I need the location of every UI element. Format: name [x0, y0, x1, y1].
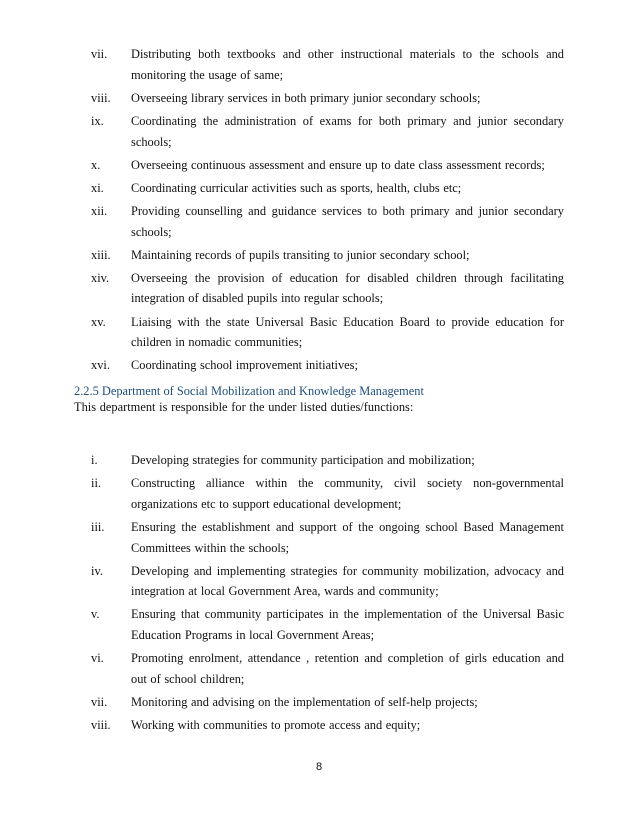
list-item	[74, 268, 564, 309]
list-item	[74, 561, 564, 602]
list-item	[74, 201, 564, 242]
list-item	[74, 450, 564, 471]
list-item	[74, 155, 564, 176]
list-item	[74, 44, 564, 85]
list-item	[74, 473, 564, 514]
section-intro: This department is responsible for the under listed duties/functions:	[74, 400, 414, 414]
item-number: ii.	[91, 476, 101, 491]
item-text: Liaising with the state Universal Basic Education Board to provide education for children in nomadic communities;	[131, 314, 564, 350]
page-number: 8	[315, 761, 323, 773]
item-text: Ensuring that community participates in the implementation of the Universal Basic Education Programs in local Government Areas;	[131, 607, 564, 643]
item-text: Overseeing library services in both primary junior secondary schools;	[131, 90, 481, 105]
item-number: x.	[91, 157, 101, 172]
section-heading: 2.2.5 Department of Social Mobilization and Knowledge Management	[74, 384, 424, 398]
list-item	[74, 312, 564, 353]
list-item	[74, 111, 564, 152]
item-text: Ensuring the establishment and support of the ongoing school Based Management Committees within the schools;	[131, 519, 564, 555]
item-text: Coordinating the administration of exams for both primary and junior secondary schools;	[131, 113, 564, 149]
item-number: ix.	[91, 113, 104, 128]
item-text: Coordinating curricular activities such as sports, health, clubs etc;	[131, 180, 462, 195]
functions-list	[74, 450, 564, 738]
list-item	[74, 648, 564, 689]
list-item	[74, 355, 564, 376]
item-number: xiii.	[91, 247, 111, 262]
item-number: iv.	[91, 563, 103, 578]
list-item	[74, 517, 564, 558]
item-text: Working with communities to promote access and equity;	[131, 718, 421, 733]
list-item	[74, 604, 564, 645]
item-text: Providing counselling and guidance services to both primary and junior secondary schools;	[131, 203, 564, 239]
item-number: xiv.	[91, 270, 110, 285]
item-text: Developing and implementing strategies for community mobilization, advocacy and integration at local Government Area, wards and community;	[131, 563, 564, 599]
item-number: vi.	[91, 651, 104, 666]
item-number: xvi.	[91, 358, 110, 373]
item-number: vii.	[91, 47, 108, 61]
item-number: v.	[91, 607, 100, 622]
item-number: xv.	[91, 314, 106, 329]
item-text: Coordinating school improvement initiatives;	[131, 358, 358, 373]
list-item	[74, 178, 564, 199]
item-number: i.	[91, 453, 98, 467]
item-text: Maintaining records of pupils transiting to junior secondary school;	[131, 247, 470, 262]
item-number: xi.	[91, 180, 104, 195]
item-text: Distributing both textbooks and other instructional materials to the schools and monitoring the usage of same;	[131, 47, 564, 82]
item-text: Promoting enrolment, attendance , retention and completion of girls education and out of school children;	[131, 651, 564, 686]
item-text: Overseeing continuous assessment and ensure up to date class assessment records;	[131, 157, 545, 172]
item-text: Overseeing the provision of education for disabled children through facilitating integration of disabled pupils into regular schools;	[131, 270, 564, 306]
list-item	[74, 88, 564, 109]
functions-list-continued	[74, 44, 564, 378]
item-number: viii.	[91, 718, 111, 733]
list-item	[74, 692, 564, 713]
item-number: viii.	[91, 90, 111, 105]
item-text: Monitoring and advising on the implementation of self-help projects;	[131, 695, 478, 710]
item-number: xii.	[91, 203, 108, 218]
item-number: vii.	[91, 695, 108, 710]
list-item	[74, 715, 564, 736]
item-text: Constructing alliance within the community, civil society non-governmental organizations etc to support educational development;	[131, 476, 564, 511]
item-text: Developing strategies for community participation and mobilization;	[131, 453, 475, 467]
list-item	[74, 245, 564, 266]
item-number: iii.	[91, 519, 105, 534]
